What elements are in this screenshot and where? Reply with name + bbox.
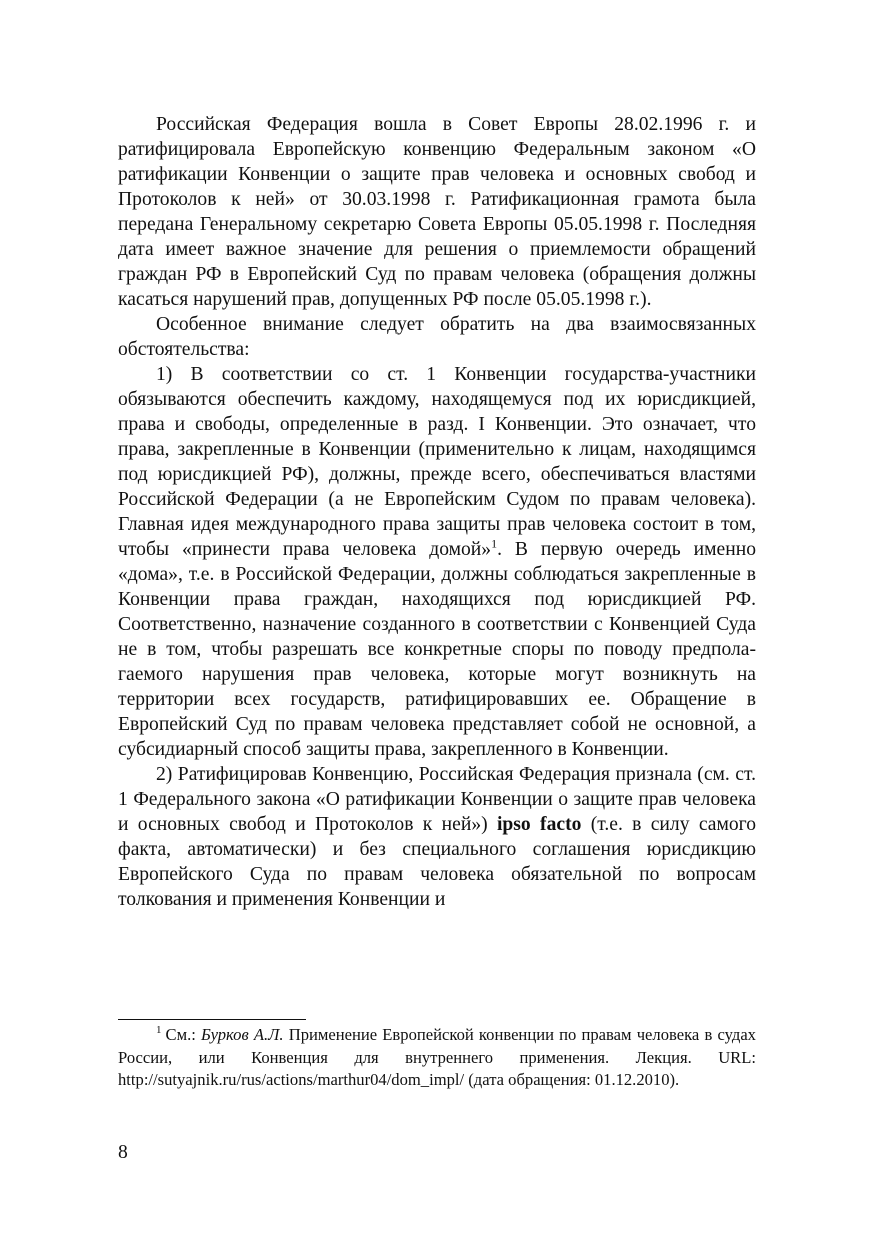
footnote-reference: 1 (491, 536, 498, 551)
paragraph-4 (118, 762, 756, 912)
main-text (118, 112, 756, 912)
page-number: 8 (118, 1142, 128, 1163)
footnote-author: Бурков А.Л. (201, 1025, 284, 1044)
footnote-mark: 1 (156, 1024, 162, 1037)
paragraph-2 (118, 312, 756, 362)
paragraph-1-text: Российская Федерация вошла в Совет Европы 28.02.1996 г. и ратифицировала Европейскую конвенцию Федеральным законом «О ратификации Конвенции о защите прав человека и основных свобод и Протоколов к ней» от 30.03.1998 г. Ратификационная грамота была передана Генеральному секретарю Совета Европы 05.05.1998 г. Последняя дата имеет важное значение для решения о приемлемости обращений граждан РФ в Европейский Суд по правам человека (обращения должны касаться нарушений прав, допущенных РФ после 05.05.1998 г.). (118, 114, 756, 310)
footnote-prefix: См.: (165, 1025, 202, 1044)
paragraph-1 (118, 112, 756, 312)
footnote-1 (118, 1024, 756, 1092)
paragraph-3-text-end: . В первую очередь именно «дома», т.е. в Российской Федерации, должны соблюдаться закрепленные в Конвенции права граждан, находящихся под юрисдикцией РФ. Соответственно, назначение созданного в соответствии с Конвенцией Суда не в том, чтобы разрешать все конкретные споры по поводу предполагаемого нарушения прав человека, которые могут возникнуть на территории всех государств, ратифицировавших ее. Обращение в Европейский Суд по правам человека представляет собой не основной, а субсидиарный способ защиты права, закрепленного в Конвенции. (118, 539, 756, 760)
paragraph-3 (118, 362, 756, 762)
footnote-separator (118, 1019, 306, 1020)
paragraph-3-text-start: 1) В соответствии со ст. 1 Конвенции государства-участники обязываются обеспечить каждому, находящемуся под их юрисдикцией, права и свободы, определенные в разд. I Конвенции. Это означает, что права, закрепленные в Конвенции (применительно к лицам, находящимся под юрисдикцией РФ), должны, прежде всего, обеспечиваться властями Российской Федерации (а не Европейским Судом по правам человека). Главная идея международного права защиты прав человека состоит в том, чтобы «принести права человека домой» (118, 364, 756, 560)
paragraph-2-text: Особенное внимание следует обратить на два взаимосвязанных обстоятельства: (118, 314, 756, 360)
footnote-text: Применение Европейской конвенции по правам человека в судах России, или Конвенция для внутреннего применения. Лекция. URL: http://sutyajnik.ru/rus/actions/marthur04/dom_impl/ (дата обращения: 01.12.2010). (118, 1025, 756, 1089)
paragraph-4-text-end: (т.е. в силу самого факта, автоматически) и без специального соглашения юрисдикцию Европейского Суда по правам человека обязательной по вопросам толкования и применения Конвенции и (118, 814, 756, 910)
latin-term-ipso-facto: ipso facto (496, 814, 582, 835)
footnotes (118, 1024, 756, 1092)
paragraph-4-text-start: 2) Ратифицировав Конвенцию, Российская Федерация признала (см. ст. 1 Федерального закона «О ратификации Конвенции о защите прав человека и основных свобод и Протоколов к ней») (118, 764, 756, 835)
